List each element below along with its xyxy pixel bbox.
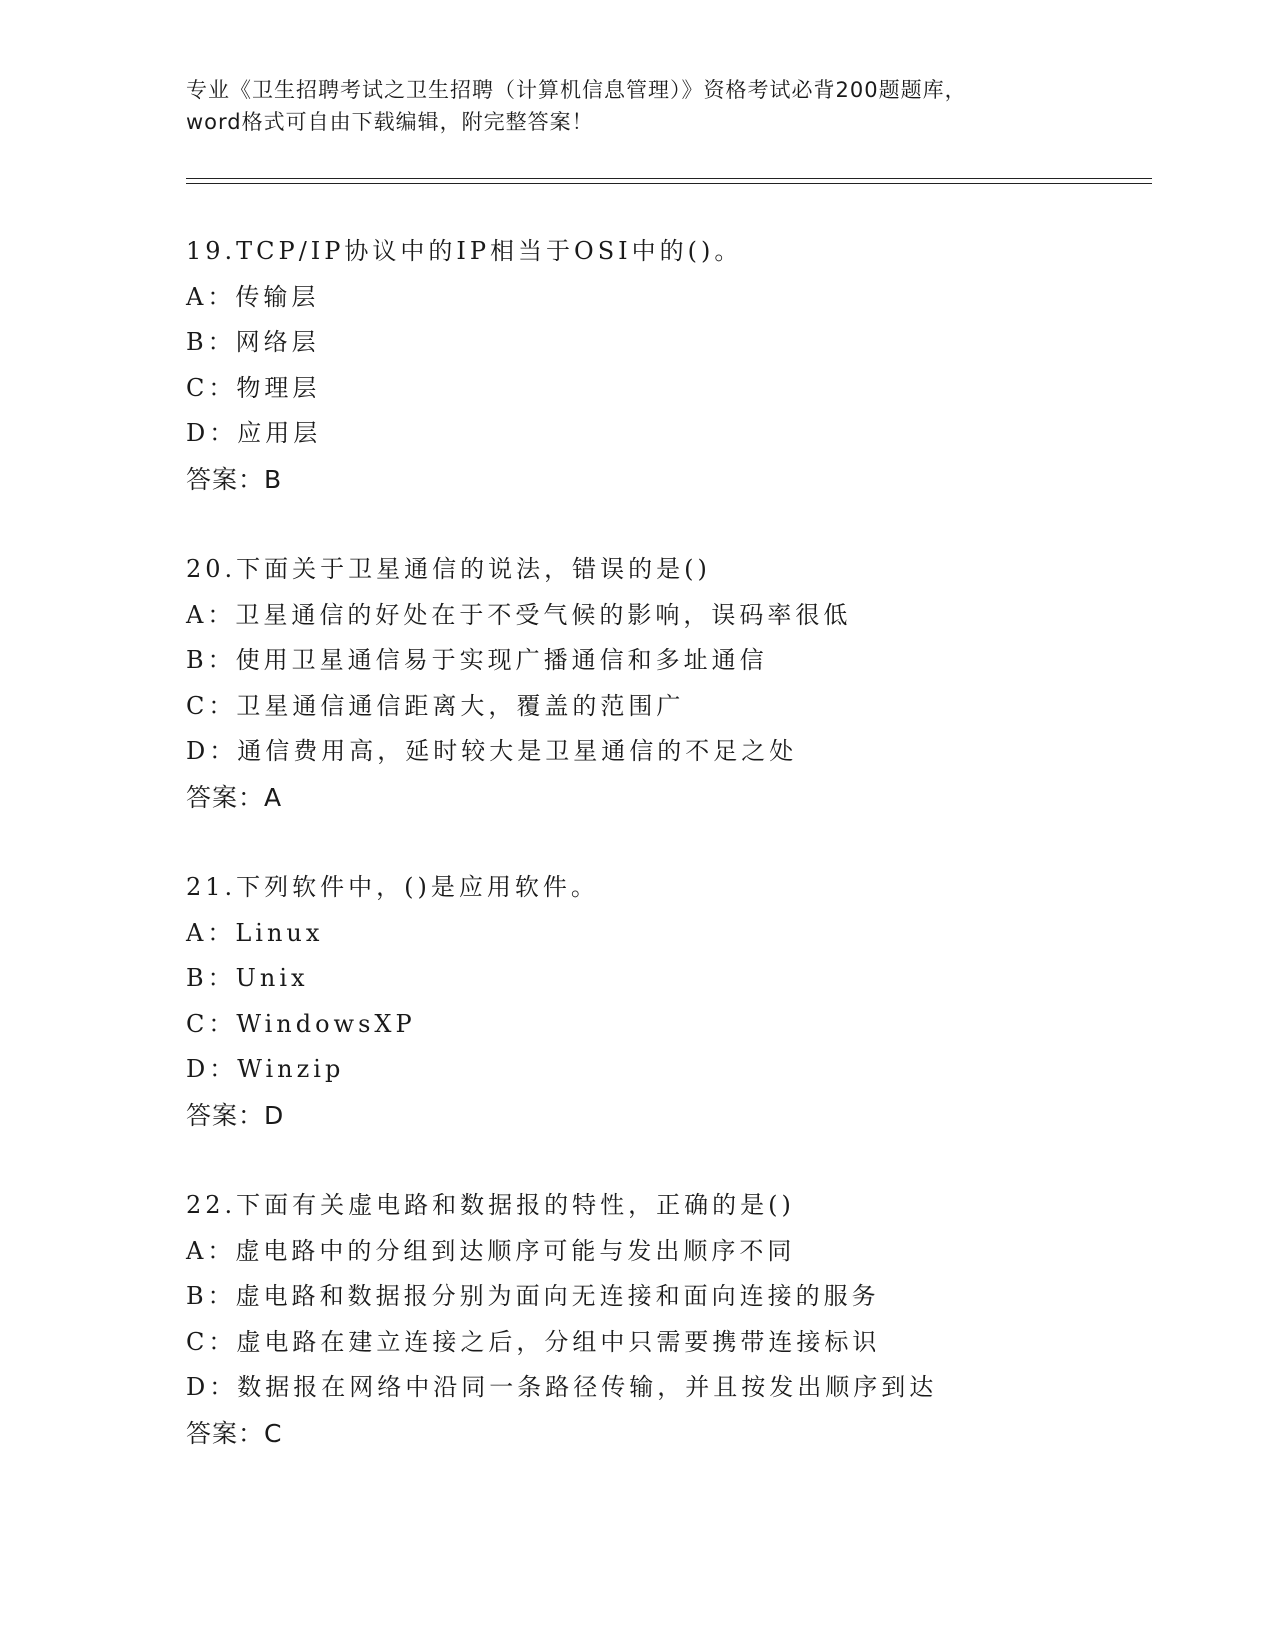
answer: 答案：B: [186, 464, 283, 494]
option-a: A：虚电路中的分组到达顺序可能与发出顺序不同: [186, 1236, 796, 1265]
option-b: B：虚电路和数据报分别为面向无连接和面向连接的服务: [186, 1282, 880, 1310]
option-b: B：网络层: [186, 328, 320, 356]
option-d: D：数据报在网络中沿同一条路径传输，并且按发出顺序到达: [186, 1373, 938, 1401]
answer: 答案：A: [186, 782, 283, 812]
question-stem: 21.下列软件中，()是应用软件。: [186, 873, 599, 901]
question-stem: 19.TCP/IP协议中的IP相当于OSI中的()。: [186, 237, 743, 265]
option-a: A：卫星通信的好处在于不受气候的影响，误码率很低: [186, 600, 852, 629]
question-19: [186, 229, 1146, 502]
option-d: D：Winzip: [186, 1055, 345, 1083]
option-b: B：Unix: [186, 964, 309, 992]
option-d: D：通信费用高，延时较大是卫星通信的不足之处: [186, 737, 798, 765]
option-a: A：Linux: [186, 918, 324, 947]
option-c: C：物理层: [186, 373, 321, 402]
answer: 答案：D: [186, 1100, 285, 1130]
option-c: C：虚电路在建立连接之后，分组中只需要携带连接标识: [186, 1327, 881, 1356]
question-list: [186, 229, 1146, 1501]
header-line-1: 专业《卫生招聘考试之卫生招聘（计算机信息管理）》资格考试必背200题题库，: [186, 78, 967, 102]
question-stem: 20.下面关于卫星通信的说法，错误的是(): [186, 555, 711, 583]
question-stem: 22.下面有关虚电路和数据报的特性，正确的是(): [186, 1191, 795, 1219]
answer: 答案：C: [186, 1418, 283, 1448]
option-b: B：使用卫星通信易于实现广播通信和多址通信: [186, 646, 768, 674]
option-a: A：传输层: [186, 282, 320, 311]
document-header: [186, 74, 1086, 138]
question-22: [186, 1183, 1146, 1456]
option-c: C：WindowsXP: [186, 1009, 416, 1038]
question-21: [186, 865, 1146, 1138]
question-20: [186, 547, 1146, 820]
header-rule-top: [186, 178, 1152, 179]
header-rule-bottom: [186, 183, 1152, 184]
header-line-2: word格式可自由下载编辑，附完整答案！: [186, 110, 594, 134]
option-d: D：应用层: [186, 419, 322, 447]
option-c: C：卫星通信通信距离大，覆盖的范围广: [186, 691, 685, 720]
